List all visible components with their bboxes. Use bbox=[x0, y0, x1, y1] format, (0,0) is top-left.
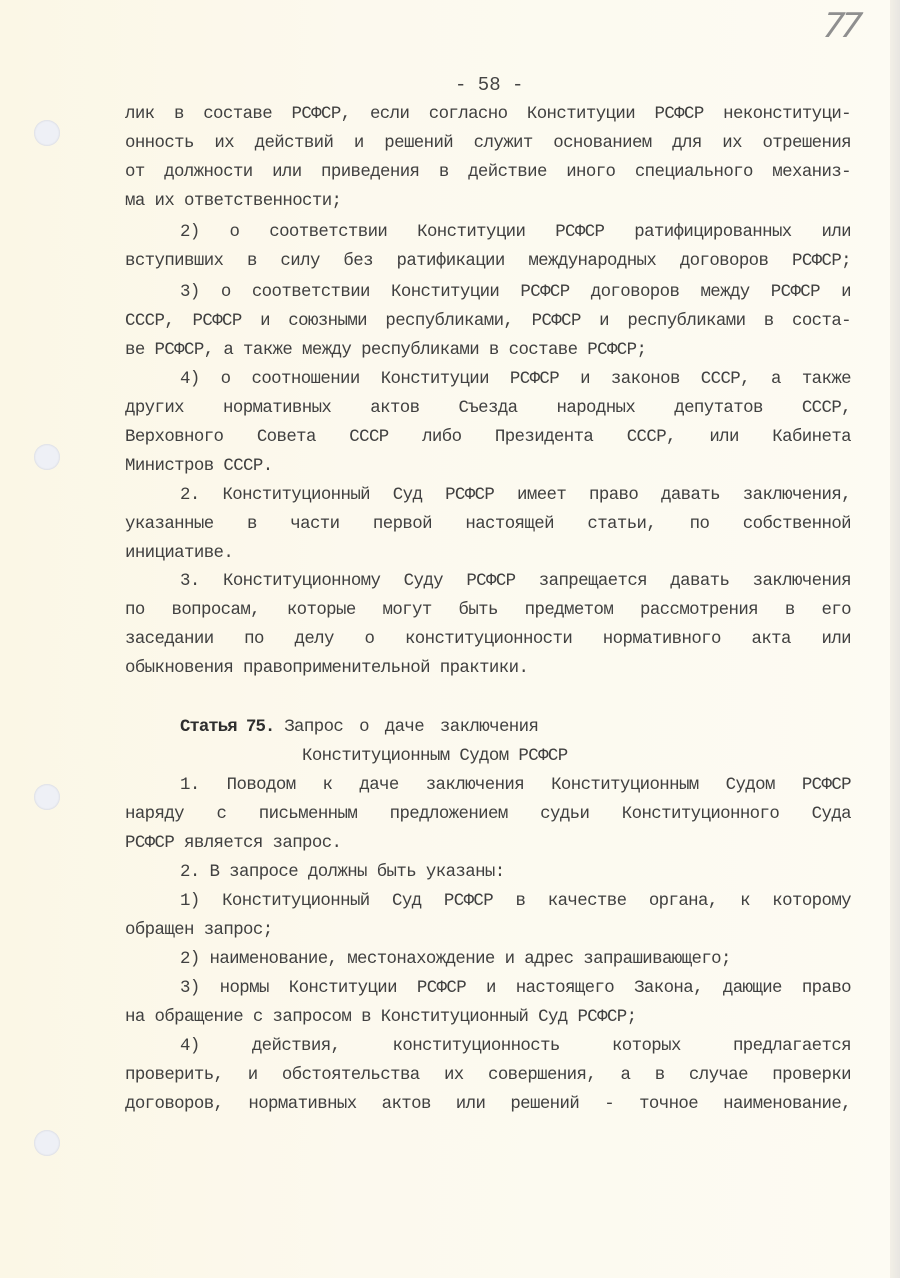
text-line: Министров СССР. bbox=[125, 457, 273, 476]
text-line: заседании по делу о конституционности нормативного акта или bbox=[125, 630, 851, 649]
article-heading bbox=[180, 717, 538, 739]
text-line: Верховного Совета СССР либо Президента СССР, или Кабинета bbox=[125, 428, 851, 447]
text-line: других нормативных актов Съезда народных депутатов СССР, bbox=[125, 399, 851, 418]
text-line: РСФСР является запрос. bbox=[125, 834, 342, 853]
text-line: наряду с письменным предложением судьи Конституционного Суда bbox=[125, 805, 851, 824]
text-line: вступивших в силу без ратификации международных договоров РСФСР; bbox=[125, 252, 851, 271]
text-line: 1) Конституционный Суд РСФСР в качестве органа, к которому bbox=[180, 892, 851, 911]
text-line: 3) о соответствии Конституции РСФСР договоров между РСФСР и bbox=[180, 283, 851, 302]
text-line: 2. Конституционный Суд РСФСР имеет право давать заключения, bbox=[180, 486, 851, 505]
text-line: проверить, и обстоятельства их совершения, а в случае проверки bbox=[125, 1066, 851, 1085]
text-line: обыкновения правоприменительной практики. bbox=[125, 659, 529, 678]
punch-hole bbox=[34, 444, 60, 470]
text-line: онность их действий и решений служит основанием для их отрешения bbox=[125, 134, 851, 153]
archive-sheet-number: 77 bbox=[820, 6, 861, 46]
text-line: указанные в части первой настоящей статьи, по собственной bbox=[125, 515, 851, 534]
text-line: 3) нормы Конституции РСФСР и настоящего Закона, дающие право bbox=[180, 979, 851, 998]
text-line: 2. В запросе должны быть указаны: bbox=[180, 863, 505, 882]
punch-hole bbox=[34, 120, 60, 146]
punch-hole bbox=[34, 784, 60, 810]
page-number: - 58 - bbox=[455, 74, 524, 96]
text-line: СССР, РСФСР и союзными республиками, РСФСР и республиками в соста- bbox=[125, 312, 851, 331]
text-line: от должности или приведения в действие иного специального механиз- bbox=[125, 163, 851, 182]
text-line: 3. Конституционному Суду РСФСР запрещается давать заключения bbox=[180, 572, 851, 591]
text-line: на обращение с запросом в Конституционный Суд РСФСР; bbox=[125, 1008, 637, 1027]
article-label: Статья 75. bbox=[180, 718, 275, 737]
text-line: 2) наименование, местонахождение и адрес запрашивающего; bbox=[180, 950, 731, 969]
punch-hole bbox=[34, 1130, 60, 1156]
article-title-line1: Запрос о даче заключения bbox=[284, 718, 539, 737]
text-line: 4) о соотношении Конституции РСФСР и законов СССР, а также bbox=[180, 370, 851, 389]
text-line: 2) о соответствии Конституции РСФСР ратифицированных или bbox=[180, 223, 851, 242]
text-line: лик в составе РСФСР, если согласно Конституции РСФСР неконституци- bbox=[125, 105, 851, 124]
text-line: ве РСФСР, а также между республиками в составе РСФСР; bbox=[125, 341, 647, 360]
text-line: инициативе. bbox=[125, 544, 234, 563]
text-line: ма их ответственности; bbox=[125, 192, 342, 211]
text-line: 4) действия, конституционность которых предлагается bbox=[180, 1037, 851, 1056]
text-line: 1. Поводом к даче заключения Конституционным Судом РСФСР bbox=[180, 776, 851, 795]
text-line: по вопросам, которые могут быть предметом рассмотрения в его bbox=[125, 601, 851, 620]
page-edge-shadow bbox=[890, 0, 900, 1278]
text-line: договоров, нормативных актов или решений - точное наименование, bbox=[125, 1095, 851, 1114]
text-line: обращен запрос; bbox=[125, 921, 273, 940]
article-title-line2: Конституционным Судом РСФСР bbox=[302, 747, 568, 766]
